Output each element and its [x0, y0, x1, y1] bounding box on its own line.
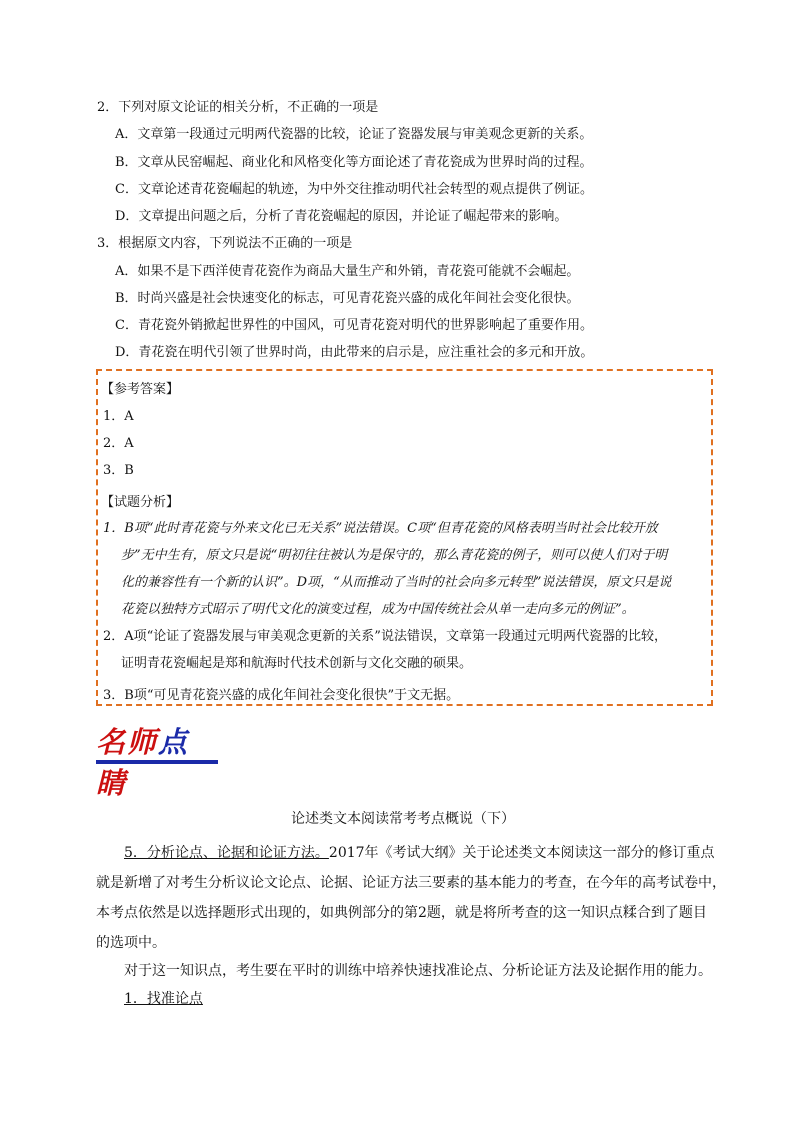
q2-option-d: D．文章提出问题之后，分析了青花瓷崛起的原因，并论证了崛起带来的影响。	[115, 209, 568, 224]
logo-char-1: 名	[96, 725, 128, 759]
article-p1-line-4: 的选项中。	[96, 935, 166, 951]
q2-stem: 2．下列对原文论证的相关分析，不正确的一项是	[97, 100, 379, 115]
analysis-title: 【试题分析】	[101, 495, 180, 510]
article-title: 论述类文本阅读常考考点概说（下）	[291, 811, 515, 827]
reference-answer-title: 【参考答案】	[101, 382, 180, 397]
analysis-2-line-1: 2．A项“论证了瓷器发展与审美观念更新的关系”说法错误，文章第一段通过元明两代瓷器的比较，	[103, 629, 667, 644]
answer-3: 3．B	[103, 463, 134, 478]
q2-option-a: A．文章第一段通过元明两代瓷器的比较，论证了瓷器发展与审美观念更新的关系。	[115, 127, 593, 142]
q2-option-c: C．文章论述青花瓷崛起的轨迹，为中外交往推动明代社会转型的观点提供了例证。	[115, 182, 593, 197]
logo-char-2: 师	[127, 725, 159, 759]
point-5-heading: 5．分析论点、论据和论证方法。	[124, 845, 329, 861]
analysis-1-line-4: 花瓷以独特方式昭示了明代文化的演变过程，成为中国传统社会从单一走向多元的例证”。	[121, 602, 635, 617]
article-p2: 对于这一知识点，考生要在平时的训练中培养快速找准论点、分析论证方法及论据作用的能力。	[124, 963, 712, 979]
analysis-2-line-2: 证明青花瓷崛起是郑和航海时代技术创新与文化交融的硕果。	[121, 656, 473, 671]
q3-option-c: C．青花瓷外销掀起世界性的中国风，可见青花瓷对明代的世界影响起了重要作用。	[115, 318, 593, 333]
p1-line1-rest: 2017年《考试大纲》关于论述类文本阅读这一部分的修订重点	[328, 845, 715, 861]
article-p1-line-2: 就是新增了对考生分析议论文论点、论据、论证方法三要素的基本能力的考查，在今年的高考试卷中，	[96, 875, 726, 891]
logo-underline	[96, 760, 218, 764]
q2-option-b: B．文章从民窑崛起、商业化和风格变化等方面论述了青花瓷成为世界时尚的过程。	[115, 155, 593, 170]
logo-char-4: 睛	[96, 766, 128, 800]
logo-char-3: 点	[158, 725, 190, 759]
analysis-3: 3．B项“可见青花瓷兴盛的成化年间社会变化很快”于文无据。	[103, 688, 460, 703]
answer-2: 2．A	[103, 436, 134, 451]
answer-1: 1．A	[103, 409, 134, 424]
q3-option-a: A．如果不是下西洋使青花瓷作为商品大量生产和外销，青花瓷可能就不会崛起。	[115, 264, 580, 279]
q3-stem: 3．根据原文内容，下列说法不正确的一项是	[97, 236, 353, 251]
analysis-1-line-2: 步”无中生有，原文只是说“明初往往被认为是保守的，那么青花瓷的例子，则可以使人们对于明	[121, 548, 668, 563]
q3-option-d: D．青花瓷在明代引领了世界时尚，由此带来的启示是，应注重社会的多元和开放。	[115, 345, 594, 360]
answer-box	[96, 369, 713, 706]
famous-teacher-highlight-logo	[96, 720, 216, 800]
subheading-find-thesis: 1．找准论点	[124, 991, 203, 1007]
q3-option-b: B．时尚兴盛是社会快速变化的标志，可见青花瓷兴盛的成化年间社会变化很快。	[115, 291, 580, 306]
article-p1-line-1	[124, 842, 715, 862]
analysis-1-line-1: 1．B项“此时青花瓷与外来文化已无关系”说法错误。C项“但青花瓷的风格表明当时社会比较开放	[103, 521, 658, 536]
article-p1-line-3: 本考点依然是以选择题形式出现的，如典例部分的第2题，就是将所考查的这一知识点糅合到了题目	[96, 905, 707, 921]
analysis-1-line-3: 化的兼容性有一个新的认识”。D项，“从而推动了当时的社会向多元转型”说法错误，原文只是说	[121, 575, 672, 590]
